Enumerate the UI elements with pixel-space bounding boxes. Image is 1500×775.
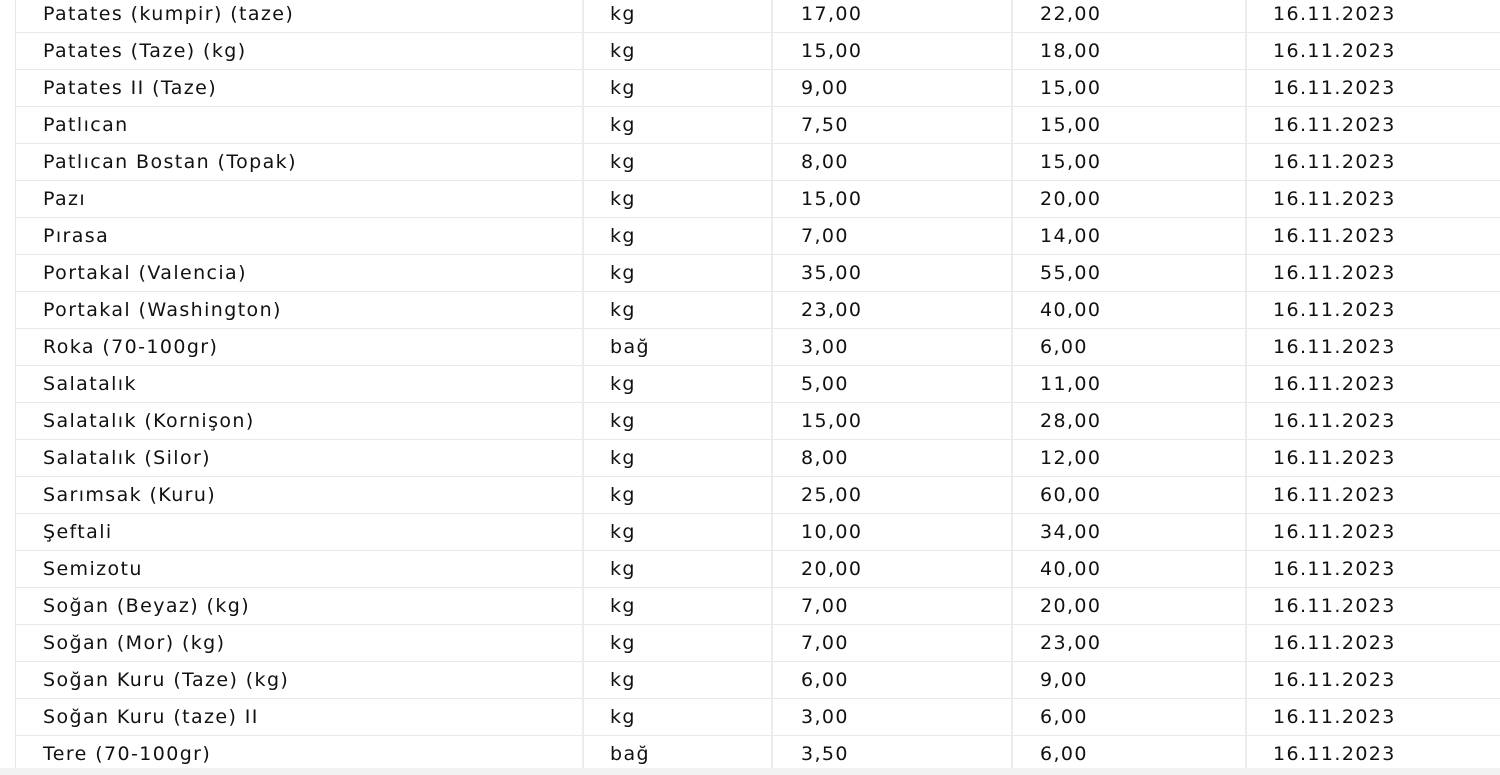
date-cell: 16.11.2023 [1246, 588, 1500, 625]
price-table-container [15, 0, 1500, 773]
unit-cell: kg [583, 70, 772, 107]
unit-cell: bağ [583, 736, 772, 773]
date-cell: 16.11.2023 [1246, 440, 1500, 477]
price-table [16, 0, 1500, 773]
date-cell: 16.11.2023 [1246, 403, 1500, 440]
unit-cell: kg [583, 662, 772, 699]
date-cell: 16.11.2023 [1246, 0, 1500, 33]
table-row [16, 144, 1500, 181]
table-row [16, 292, 1500, 329]
min-price-cell: 7,00 [772, 625, 1012, 662]
table-row [16, 588, 1500, 625]
max-price-cell: 15,00 [1012, 144, 1246, 181]
date-cell: 16.11.2023 [1246, 329, 1500, 366]
product-name-cell: Tere (70-100gr) [16, 736, 583, 773]
product-name-cell: Patates (Taze) (kg) [16, 33, 583, 70]
unit-cell: kg [583, 366, 772, 403]
product-name-cell: Patlıcan [16, 107, 583, 144]
product-name-cell: Salatalık (Silor) [16, 440, 583, 477]
min-price-cell: 20,00 [772, 551, 1012, 588]
min-price-cell: 15,00 [772, 33, 1012, 70]
min-price-cell: 9,00 [772, 70, 1012, 107]
table-row [16, 403, 1500, 440]
unit-cell: kg [583, 588, 772, 625]
date-cell: 16.11.2023 [1246, 181, 1500, 218]
date-cell: 16.11.2023 [1246, 625, 1500, 662]
date-cell: 16.11.2023 [1246, 514, 1500, 551]
table-row [16, 551, 1500, 588]
table-row [16, 218, 1500, 255]
max-price-cell: 22,00 [1012, 0, 1246, 33]
max-price-cell: 18,00 [1012, 33, 1246, 70]
unit-cell: kg [583, 181, 772, 218]
date-cell: 16.11.2023 [1246, 551, 1500, 588]
bottom-scroll-edge [0, 768, 1500, 775]
unit-cell: kg [583, 33, 772, 70]
unit-cell: kg [583, 255, 772, 292]
table-row [16, 440, 1500, 477]
max-price-cell: 40,00 [1012, 292, 1246, 329]
product-name-cell: Portakal (Washington) [16, 292, 583, 329]
date-cell: 16.11.2023 [1246, 218, 1500, 255]
product-name-cell: Semizotu [16, 551, 583, 588]
date-cell: 16.11.2023 [1246, 292, 1500, 329]
max-price-cell: 15,00 [1012, 107, 1246, 144]
unit-cell: kg [583, 440, 772, 477]
table-row [16, 625, 1500, 662]
date-cell: 16.11.2023 [1246, 477, 1500, 514]
unit-cell: kg [583, 218, 772, 255]
unit-cell: kg [583, 514, 772, 551]
max-price-cell: 9,00 [1012, 662, 1246, 699]
table-row [16, 699, 1500, 736]
table-row [16, 181, 1500, 218]
date-cell: 16.11.2023 [1246, 255, 1500, 292]
min-price-cell: 17,00 [772, 0, 1012, 33]
product-name-cell: Roka (70-100gr) [16, 329, 583, 366]
min-price-cell: 3,50 [772, 736, 1012, 773]
max-price-cell: 60,00 [1012, 477, 1246, 514]
max-price-cell: 6,00 [1012, 736, 1246, 773]
product-name-cell: Pazı [16, 181, 583, 218]
unit-cell: kg [583, 551, 772, 588]
max-price-cell: 20,00 [1012, 588, 1246, 625]
min-price-cell: 8,00 [772, 440, 1012, 477]
date-cell: 16.11.2023 [1246, 736, 1500, 773]
table-row [16, 33, 1500, 70]
min-price-cell: 25,00 [772, 477, 1012, 514]
max-price-cell: 6,00 [1012, 329, 1246, 366]
max-price-cell: 12,00 [1012, 440, 1246, 477]
min-price-cell: 8,00 [772, 144, 1012, 181]
unit-cell: kg [583, 403, 772, 440]
product-name-cell: Salatalık [16, 366, 583, 403]
table-row [16, 255, 1500, 292]
min-price-cell: 6,00 [772, 662, 1012, 699]
unit-cell: kg [583, 107, 772, 144]
max-price-cell: 14,00 [1012, 218, 1246, 255]
min-price-cell: 15,00 [772, 403, 1012, 440]
product-name-cell: Patates II (Taze) [16, 70, 583, 107]
table-row [16, 662, 1500, 699]
max-price-cell: 40,00 [1012, 551, 1246, 588]
table-row [16, 107, 1500, 144]
unit-cell: kg [583, 292, 772, 329]
min-price-cell: 7,00 [772, 588, 1012, 625]
date-cell: 16.11.2023 [1246, 366, 1500, 403]
unit-cell: kg [583, 144, 772, 181]
date-cell: 16.11.2023 [1246, 662, 1500, 699]
product-name-cell: Portakal (Valencia) [16, 255, 583, 292]
max-price-cell: 20,00 [1012, 181, 1246, 218]
date-cell: 16.11.2023 [1246, 33, 1500, 70]
min-price-cell: 35,00 [772, 255, 1012, 292]
max-price-cell: 6,00 [1012, 699, 1246, 736]
max-price-cell: 55,00 [1012, 255, 1246, 292]
min-price-cell: 3,00 [772, 329, 1012, 366]
product-name-cell: Sarımsak (Kuru) [16, 477, 583, 514]
product-name-cell: Soğan (Mor) (kg) [16, 625, 583, 662]
max-price-cell: 28,00 [1012, 403, 1246, 440]
product-name-cell: Patates (kumpir) (taze) [16, 0, 583, 33]
table-row [16, 0, 1500, 33]
table-row [16, 514, 1500, 551]
min-price-cell: 10,00 [772, 514, 1012, 551]
unit-cell: bağ [583, 329, 772, 366]
product-name-cell: Salatalık (Kornişon) [16, 403, 583, 440]
unit-cell: kg [583, 477, 772, 514]
max-price-cell: 23,00 [1012, 625, 1246, 662]
date-cell: 16.11.2023 [1246, 699, 1500, 736]
table-row [16, 366, 1500, 403]
product-name-cell: Soğan Kuru (Taze) (kg) [16, 662, 583, 699]
min-price-cell: 7,50 [772, 107, 1012, 144]
product-name-cell: Soğan (Beyaz) (kg) [16, 588, 583, 625]
unit-cell: kg [583, 0, 772, 33]
max-price-cell: 34,00 [1012, 514, 1246, 551]
min-price-cell: 3,00 [772, 699, 1012, 736]
product-name-cell: Soğan Kuru (taze) II [16, 699, 583, 736]
date-cell: 16.11.2023 [1246, 107, 1500, 144]
table-row [16, 329, 1500, 366]
table-row [16, 736, 1500, 773]
product-name-cell: Şeftali [16, 514, 583, 551]
max-price-cell: 11,00 [1012, 366, 1246, 403]
product-name-cell: Pırasa [16, 218, 583, 255]
table-row [16, 477, 1500, 514]
unit-cell: kg [583, 625, 772, 662]
min-price-cell: 15,00 [772, 181, 1012, 218]
table-row [16, 70, 1500, 107]
date-cell: 16.11.2023 [1246, 144, 1500, 181]
min-price-cell: 23,00 [772, 292, 1012, 329]
min-price-cell: 7,00 [772, 218, 1012, 255]
product-name-cell: Patlıcan Bostan (Topak) [16, 144, 583, 181]
min-price-cell: 5,00 [772, 366, 1012, 403]
unit-cell: kg [583, 699, 772, 736]
max-price-cell: 15,00 [1012, 70, 1246, 107]
date-cell: 16.11.2023 [1246, 70, 1500, 107]
